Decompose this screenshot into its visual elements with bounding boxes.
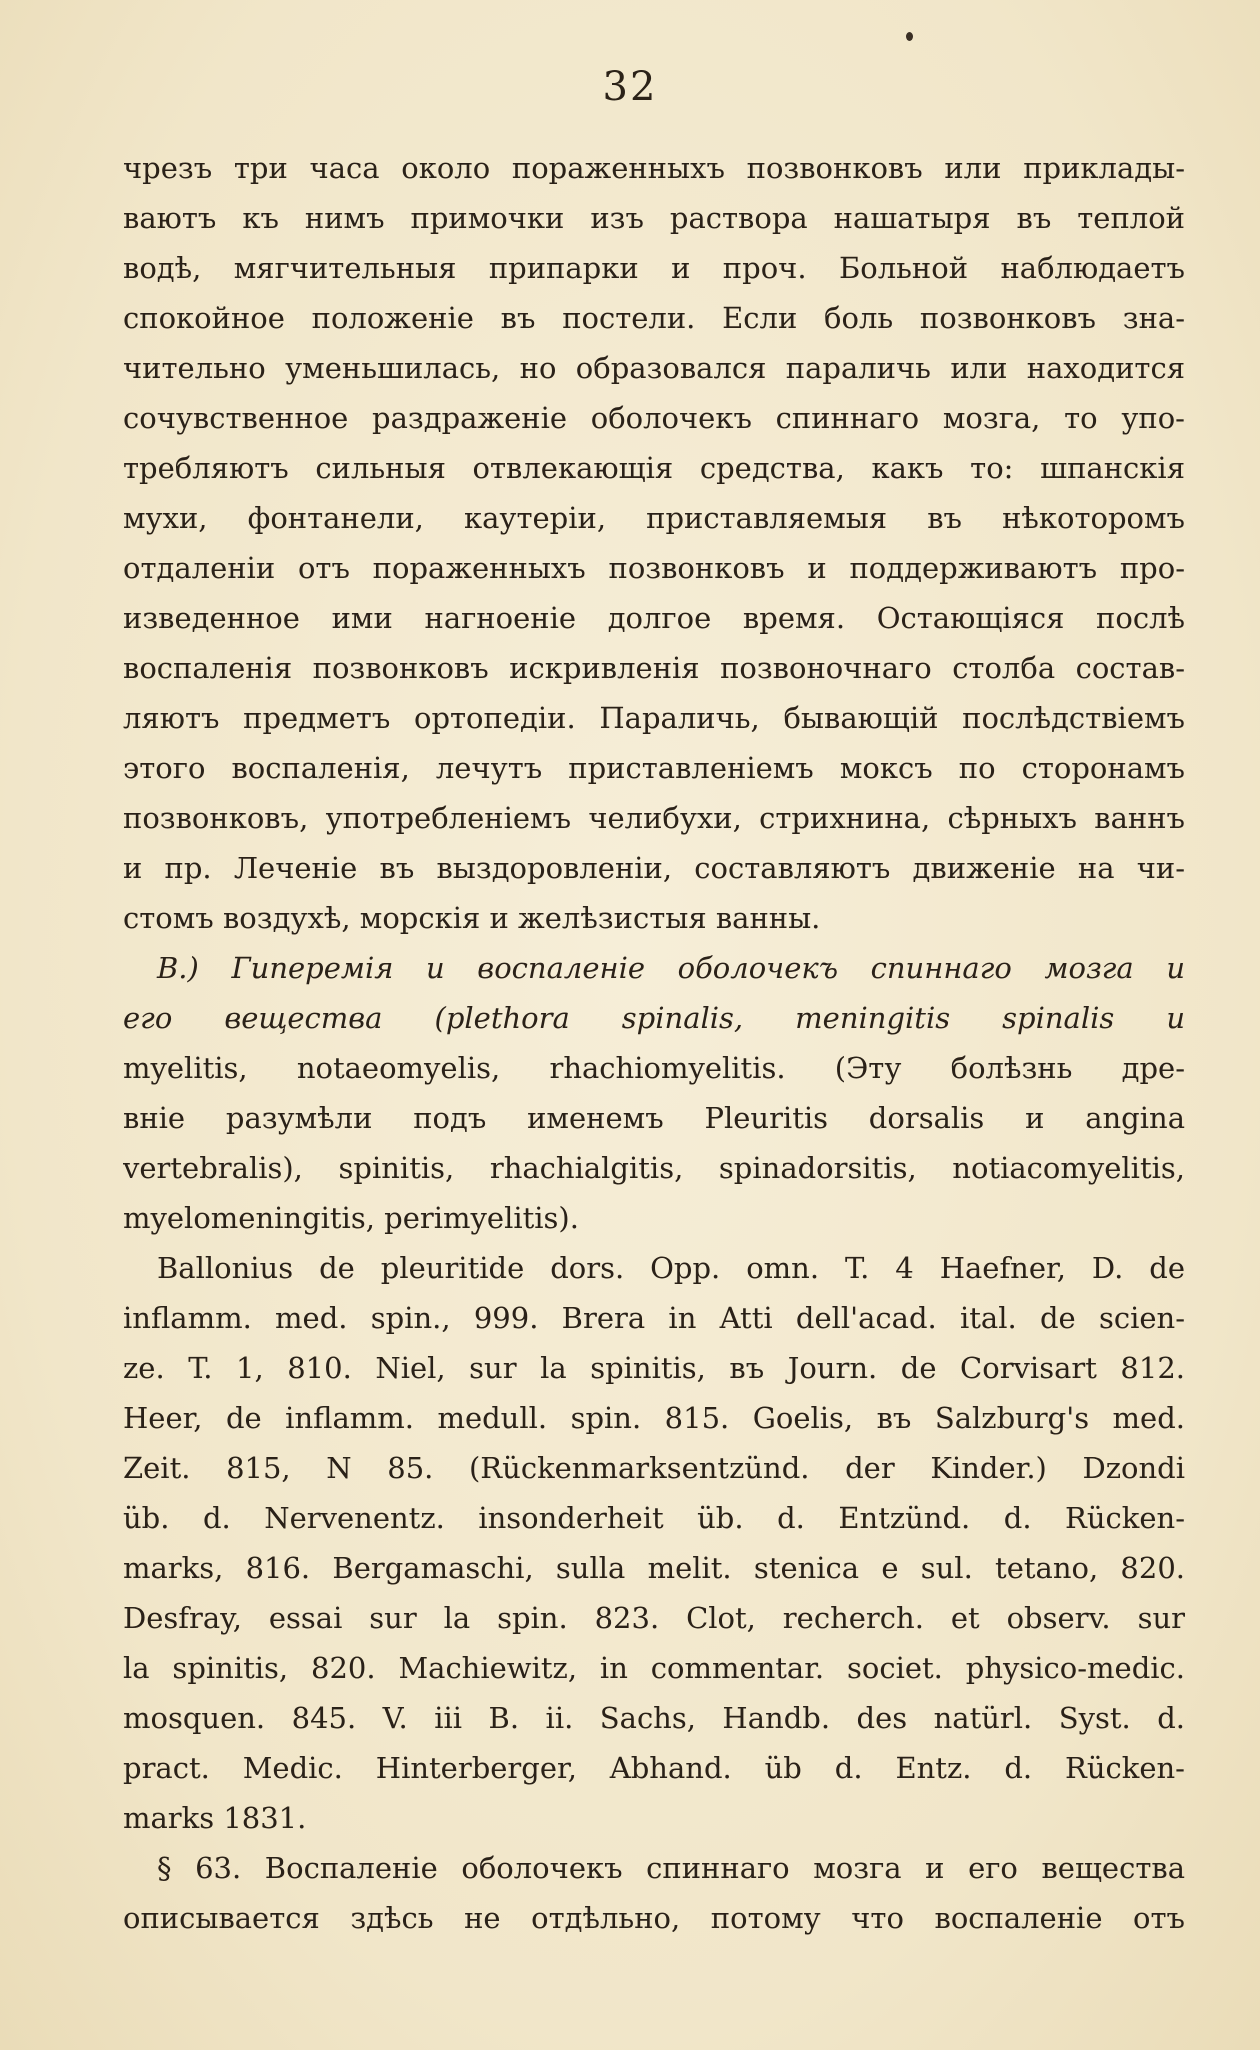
text-line: стомъ воздухѣ, морскія и желѣзистыя ванны. <box>123 901 821 935</box>
text-line: üb. d. Nervenentz. insonderheit üb. d. Entzünd. d. Rücken- <box>123 1501 1185 1535</box>
text-line: Ballonius de pleuritide dors. Opp. omn. T. 4 Haefner, D. de <box>157 1251 1185 1285</box>
text-line: мухи, фонтанели, каутеріи, приставляемыя въ нѣкоторомъ <box>123 501 1185 535</box>
text-line: отдаленіи отъ пораженныхъ позвонковъ и поддерживаютъ про- <box>123 551 1185 585</box>
text-line: la spinitis, 820. Machiewitz, in commentar. societ. physico-medic. <box>123 1651 1185 1685</box>
text-line: сочувственное раздраженіе оболочекъ спиннаго мозга, то упо- <box>123 401 1185 435</box>
text-line: inflamm. med. spin., 999. Brera in Atti dell'acad. ital. de scien- <box>123 1301 1185 1335</box>
text-line: Zeit. 815, N 85. (Rückenmarksentzünd. der Kinder.) Dzondi <box>123 1451 1185 1485</box>
text-line: чительно уменьшилась, но образовался параличь или находится <box>123 351 1185 385</box>
body-text <box>123 143 1185 1943</box>
text-line: mosquen. 845. V. iii B. ii. Sachs, Handb. des natürl. Syst. d. <box>123 1701 1185 1735</box>
text-line: marks, 816. Bergamaschi, sulla melit. stenica e sul. tetano, 820. <box>123 1551 1185 1585</box>
text-line: изведенное ими нагноеніе долгое время. Остающіяся послѣ <box>123 601 1185 635</box>
text-line: этого воспаленія, лечутъ приставленіемъ моксъ по сторонамъ <box>123 751 1185 785</box>
text-line: myelitis, notaeomyelis, rhachiomyelitis. (Эту болѣзнь дре- <box>123 1051 1185 1085</box>
text-line: водѣ, мягчительныя припарки и проч. Больной наблюдаетъ <box>123 251 1185 285</box>
text-line: marks 1831. <box>123 1801 307 1835</box>
text-line: чрезъ три часа около пораженныхъ позвонковъ или приклады- <box>123 151 1185 185</box>
text-line: Desfray, essai sur la spin. 823. Clot, recherch. et observ. sur <box>123 1601 1185 1635</box>
page-number: 32 <box>602 64 658 110</box>
text-line: myelomeningitis, perimyelitis). <box>123 1201 579 1235</box>
text-line: позвонковъ, употребленіемъ челибухи, стрихнина, сѣрныхъ ваннъ <box>123 801 1185 835</box>
text-line: ваютъ къ нимъ примочки изъ раствора нашатыря въ теплой <box>123 201 1185 235</box>
text-line: спокойное положеніе въ постели. Если боль позвонковъ зна- <box>123 301 1185 335</box>
text-line: вніе разумѣли подъ именемъ Pleuritis dorsalis и angina <box>123 1101 1185 1135</box>
text-line: описывается здѣсь не отдѣльно, потому что воспаленіе отъ <box>123 1901 1185 1935</box>
text-line: vertebralis), spinitis, rhachialgitis, spinadorsitis, notiacomyelitis, <box>123 1151 1185 1185</box>
text-line: Heer, de inflamm. medull. spin. 815. Goelis, въ Salzburg's med. <box>123 1401 1185 1435</box>
text-line: его вещества (plethora spinalis, meningitis spinalis и <box>123 1001 1185 1035</box>
text-line: § 63. Воспаленіе оболочекъ спиннаго мозга и его вещества <box>157 1851 1185 1885</box>
text-line: воспаленія позвонковъ искривленія позвоночнаго столба состав- <box>123 651 1185 685</box>
text-line: pract. Medic. Hinterberger, Abhand. üb d. Entz. d. Rücken- <box>123 1751 1185 1785</box>
ink-speck <box>906 32 913 41</box>
text-line: требляютъ сильныя отвлекающія средства, какъ то: шпанскія <box>123 451 1185 485</box>
text-line: ze. T. 1, 810. Niel, sur la spinitis, въ Journ. de Corvisart 812. <box>123 1351 1185 1385</box>
text-line: и пр. Леченіе въ выздоровленіи, составляютъ движеніе на чи- <box>123 851 1185 885</box>
text-line: ляютъ предметъ ортопедіи. Параличь, бывающій послѣдствіемъ <box>123 701 1185 735</box>
text-line: В.) Гиперемія и воспаленіе оболочекъ спиннаго мозга и <box>157 951 1185 985</box>
